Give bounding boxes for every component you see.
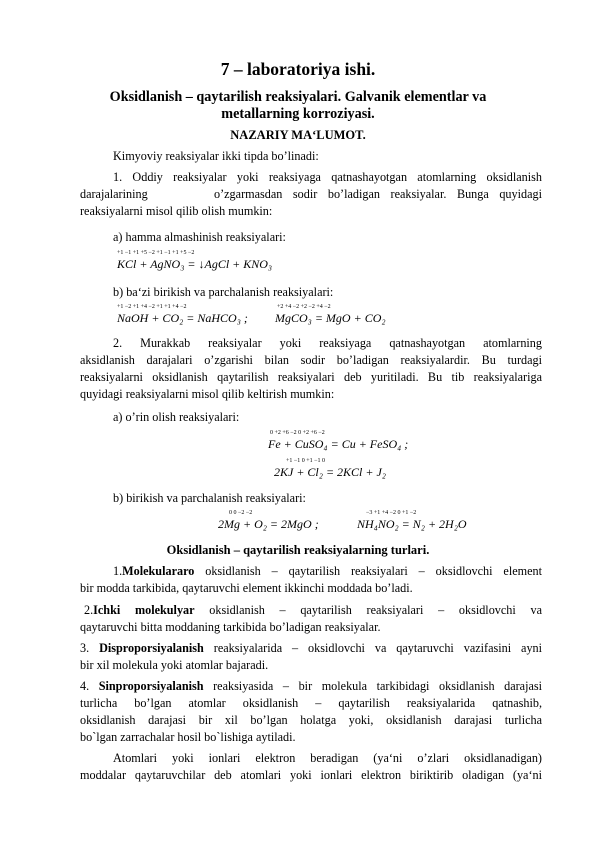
eq1-oxidation-states: +1 −1 +1 +5 −2 +1 −1 +1 +5 −2: [117, 250, 195, 256]
paragraph-simple-line-2a: darajalarining: [80, 187, 148, 201]
equation-7: NH₄NO₂ = N₂ + 2H₂O: [357, 517, 467, 531]
type-1-text: oksidlanish – qaytarilish reaksiyalari – oksidlovchi element: [194, 564, 542, 578]
type-1-line-1: [113, 564, 542, 579]
equation-1: KCl + AgNO₃ = ↓AgCl + KNO₃: [117, 257, 273, 271]
types-title: Oksidlanish – qaytarilish reaksiyalarning turlari.: [166, 543, 430, 557]
paragraph-reducers-line-2: moddalar qaytaruvchilar deb atomlari yoki ionlari elektron biriktirib oladigan (ya‘ni: [80, 768, 542, 782]
equation-2: NaOH + CO₂ = NaHCO₃ ;: [117, 311, 248, 325]
eq4-oxidation-states: 0 +2 +6 −2 0 +2 +6 −2: [270, 430, 325, 436]
paragraph-simple-line-3: reaksiyalarni misol qilib olish mumkin:: [80, 204, 273, 218]
subtitle-line-1: Oksidlanish – qaytarilish reaksiyalari. Galvanik elementlar va: [109, 89, 487, 105]
type-4-line-1: [80, 679, 542, 694]
type-4-term: Sinproporsiyalanish: [98, 679, 204, 693]
type-1-number: 1.: [113, 564, 123, 578]
eq7-oxidation-states: −3 +1 +4 −2 0 +1 −2: [366, 510, 417, 516]
equation-3: MgCO₃ = MgO + CO₂: [275, 311, 386, 325]
type-2-line-2: qaytaruvchi bitta moddaning tarkibida bo’ladigan reaksiyalar.: [80, 620, 381, 634]
type-1-line-2: bir modda tarkibida, qaytaruvchi element ikkinchi moddada bo’ladi.: [80, 581, 413, 595]
type-1-term: Molekulararo: [122, 564, 195, 578]
paragraph-complex-line-3: reaksiyalarni oksidlanish qaytarilish reaksiyalari deb yuritiladi. Bu tib reaksiyalariga: [80, 370, 542, 384]
paragraph-complex-line-2: aksidlanish darajalari o’zgarishi bilan sodir bo’ladigan reaksiyalardir. Bu turdagi: [80, 353, 542, 367]
type-4-text: reaksiyasida – bir molekula tarkibidagi oksidlanish darajasi: [203, 679, 543, 693]
equation-4: Fe + CuSO₄ = Cu + FeSO₄ ;: [268, 437, 409, 451]
item-combination-decomposition: b) birikish va parchalanish reaksiyalari:: [113, 491, 306, 505]
section-title: NAZARIY MA‘LUMOT.: [230, 128, 366, 142]
eq2-oxidation-states: +1 −2 +1 +4 −2 +1 +1 +4 −2: [117, 304, 187, 310]
type-3-line-2: bir xil molekula yoki atomlar bajaradi.: [80, 658, 269, 672]
type-4-line-4: bo`lgan zarrachalar hosil bo`lishiga aytiladi.: [80, 730, 296, 744]
paragraph-reducers-line-1: Atomlari yoki ionlari elektron beradigan (ya‘ni o’zlari oksidlanadigan): [113, 751, 542, 765]
type-4-line-3: oksidlanish darajasi bir xil bo’lgan holatga yoki, oksidlanish darajasi turlicha: [80, 713, 542, 727]
type-4-line-2: turlicha bo’lgan atomlar oksidlanish – qaytarilish reaksiyalarida qatnashib,: [80, 696, 542, 710]
type-2-term: Ichki molekulyar: [93, 603, 195, 617]
paragraph-intro: Kimyoviy reaksiyalar ikki tipda bo’linadi:: [113, 149, 319, 163]
subtitle-line-2: metallarning korroziyasi.: [221, 106, 375, 122]
paragraph-complex-line-4: quyidagi reaksiyalarni misol qilib keltirish mumkin:: [80, 387, 335, 401]
equation-5: 2KJ + Cl₂ = 2KCl + J₂: [274, 465, 386, 479]
eq3-oxidation-states: +2 +4 −2 +2 −2 +4 −2: [277, 304, 331, 310]
type-4-number: 4.: [80, 679, 99, 693]
type-3-term: Disproporsiyalanish: [99, 641, 204, 655]
eq6-oxidation-states: 0 0 −2 −2: [229, 510, 253, 516]
type-2-text: oksidlanish – qaytarilish reaksiyalari – oksidlovchi va: [194, 603, 542, 617]
page-title: 7 – laboratoriya ishi.: [220, 59, 376, 79]
eq5-oxidation-states: +1 −1 0 +1 −1 0: [286, 458, 326, 464]
paragraph-simple-line-2b: o’zgarmasdan sodir bo’ladigan reaksiyalar. Bunga quyidagi: [214, 187, 542, 201]
type-3-text: reaksiyalarida – oksidlovchi va qaytaruvchi vazifasini ayni: [203, 641, 543, 655]
type-3-line-1: [80, 641, 542, 656]
type-2-line-1: [84, 603, 542, 618]
item-substitution-reactions: a) o’rin olish reaksiyalari:: [113, 410, 240, 424]
paragraph-complex-line-1: 2. Murakkab reaksiyalar yoki reaksiyaga qatnashayotgan atomlarning: [113, 336, 542, 350]
paragraph-simple-line-1: 1. Oddiy reaksiyalar yoki reaksiyaga qatnashayotgan atomlarning oksidlanish: [113, 170, 542, 184]
type-3-number: 3.: [80, 641, 100, 655]
equation-6: 2Mg + O₂ = 2MgO ;: [218, 517, 319, 531]
item-exchange-reactions: a) hamma almashinish reaksiyalari:: [113, 230, 286, 244]
type-2-number: 2.: [84, 603, 94, 617]
item-combination-reactions: b) ba‘zi birikish va parchalanish reaksiyalari:: [113, 285, 334, 299]
